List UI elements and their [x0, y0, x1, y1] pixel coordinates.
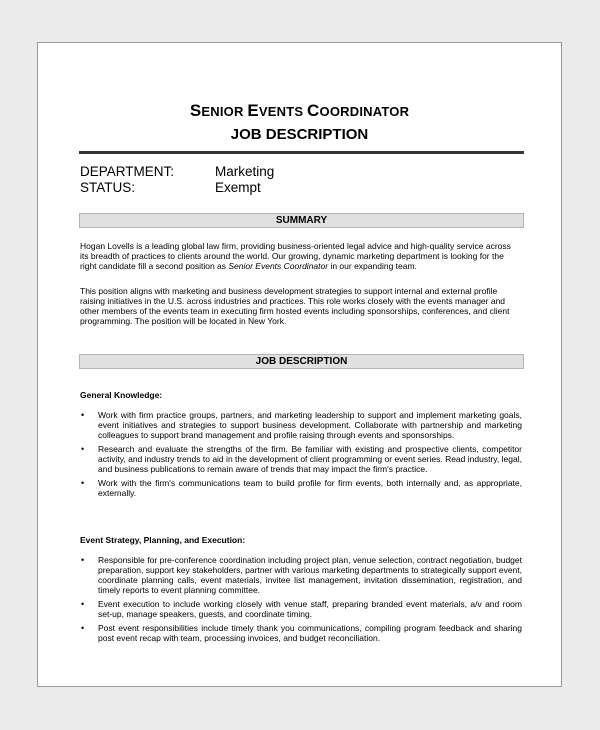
list-item: • Work with firm practice groups, partners, and marketing leadership to support and implement marketing goals, event initiatives and strategies to support business development. Collaborate with partnership and marketing colleagues to support brand management and profile raising through events and sponsorships. [80, 410, 522, 440]
list-item: • Responsible for pre-conference coordination including project plan, venue selection, contract negotiation, budget preparation, support key stakeholders, partner with various marketing departments to strategically support event, coordinate planning calls, event materials, invitee list management, invitation dissemination, registration, and timely reports to event planning committee. [80, 555, 522, 595]
summary-header: SUMMARY [79, 213, 524, 228]
summary-paragraph-1: Hogan Lovells is a leading global law firm, providing business-oriented legal advice and high-quality service across its breadth of practices to clients around the world. Our growing, dynamic marketing department is looking for the right candidate fill a second position as Senior Events Coordinator in our expanding team. [80, 241, 511, 271]
document-page [37, 42, 562, 687]
list-item: • Research and evaluate the strengths of the firm. Be familiar with existing and prospective clients, competitor activity, and industry trends to aid in the development of client programming or event series. Read industry, legal, and business publications to remain aware of trends that may impact the firm's practice. [80, 444, 522, 474]
summary-paragraph-2: This position aligns with marketing and business development strategies to support internal and external profile raising initiatives in the U.S. across industries and practices. This role works closely with the events manager and other members of the events team in executing firm hosted events including sponsorships, conferences, and client programming. The position will be located in New York. [80, 286, 510, 326]
general-knowledge-list [80, 410, 522, 502]
title-divider [79, 151, 524, 154]
status-row [80, 180, 261, 195]
department-row [80, 164, 274, 179]
status-label: STATUS: [80, 180, 136, 195]
department-value: Marketing [215, 164, 275, 179]
event-strategy-list [80, 555, 522, 647]
status-value: Exempt [215, 180, 261, 195]
list-item: • Event execution to include working closely with venue staff, preparing branded event materials, a/v and room set-up, manage speakers, guests, and coordinate timing. [80, 599, 522, 619]
document-title: SENIOR EVENTS COORDINATOR [189, 101, 410, 120]
list-item: • Work with the firm's communications team to build profile for firm events, both internally and, as appropriate, externally. [80, 478, 522, 498]
job-description-header: JOB DESCRIPTION [79, 354, 524, 369]
department-label: DEPARTMENT: [80, 164, 175, 179]
document-subtitle: JOB DESCRIPTION [230, 126, 369, 143]
list-item: • Post event responsibilities include timely thank you communications, compiling program feedback and sharing post event recap with team, processing invoices, and budget reconciliation. [80, 623, 522, 643]
general-knowledge-heading: General Knowledge: [80, 390, 163, 400]
event-strategy-heading: Event Strategy, Planning, and Execution: [80, 535, 246, 545]
